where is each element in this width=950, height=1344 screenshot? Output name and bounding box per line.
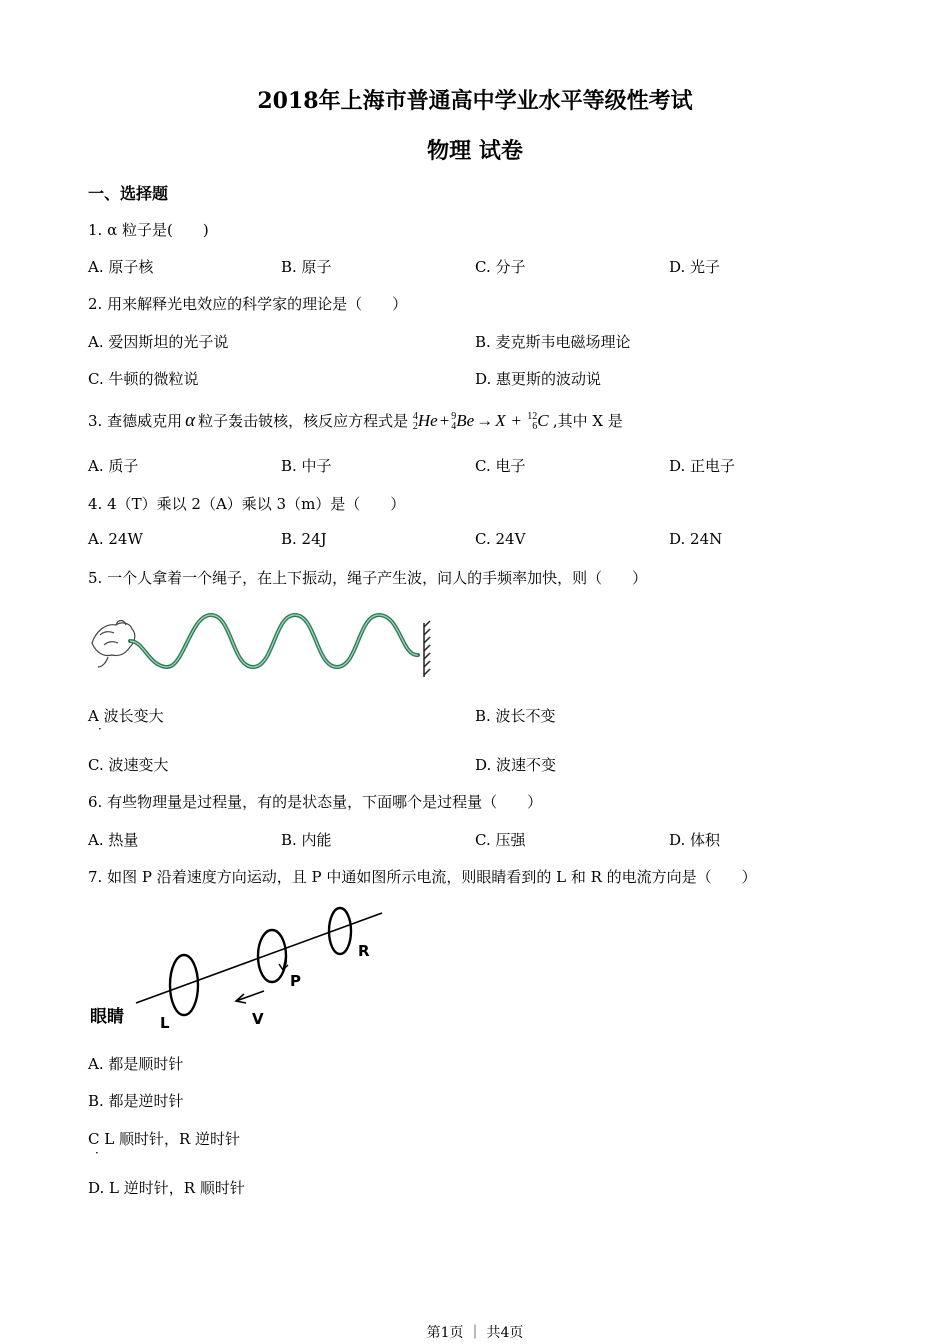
he-atomic-number: 2	[412, 421, 418, 433]
q1-option-a: A. 原子核	[88, 258, 154, 276]
q3-stem-part-b: 粒子轰击铍核，核反应方程式是	[198, 412, 409, 430]
q5-option-d: D. 波速不变	[475, 756, 557, 774]
c-atomic-number: 6	[532, 421, 538, 433]
label-l: L	[160, 1014, 170, 1032]
q7-option-c: C L 顺时针，R 逆时针	[88, 1130, 241, 1148]
q2-option-d: D. 惠更斯的波动说	[475, 370, 602, 388]
q7-option-a: A. 都是顺时针	[88, 1055, 184, 1073]
page-subtitle: 物理 试卷	[427, 138, 523, 164]
q4-option-c: C. 24V	[475, 530, 526, 548]
q1-option-c: C. 分子	[475, 258, 526, 276]
page-title: 2018年上海市普通高中学业水平等级性考试	[257, 88, 693, 114]
q3-option-b: B. 中子	[281, 457, 332, 475]
question-7-stem: 7. 如图 P 沿着速度方向运动，且 P 中通如图所示电流，则眼睛看到的 L 和 R 的电流方向是（ ）	[88, 868, 757, 886]
q6-option-d: D. 体积	[669, 831, 721, 849]
q3-stem-part-a: 3. 查德威克用	[88, 412, 183, 430]
q2-option-c: C. 牛顿的微粒说	[88, 370, 199, 388]
c-symbol: C	[537, 411, 549, 430]
q3-option-d: D. 正电子	[669, 457, 736, 475]
q4-option-b: B. 24J	[281, 530, 327, 548]
rings-figure	[86, 900, 396, 1035]
c-mass-number: 12	[527, 411, 538, 423]
q1-option-d: D. 光子	[669, 258, 721, 276]
be-mass-number: 9	[451, 411, 457, 423]
q6-option-c: C. 压强	[475, 831, 526, 849]
q5-option-c: C. 波速变大	[88, 756, 169, 774]
arrow: →	[476, 411, 494, 430]
question-2-stem: 2. 用来解释光电效应的科学家的理论是（ ）	[88, 295, 408, 313]
plus-sign-1: +	[439, 411, 450, 430]
q3-option-a: A. 质子	[88, 457, 139, 475]
q7-option-d: D. L 逆时针，R 顺时针	[88, 1179, 245, 1197]
nuclear-reaction-equation	[412, 411, 553, 433]
q2-option-a: A. 爱因斯坦的光子说	[88, 333, 229, 351]
be-atomic-number: 4	[451, 421, 457, 433]
q5-option-b: B. 波长不变	[475, 707, 556, 725]
label-p: P	[290, 972, 301, 990]
q5-option-a: A 波长变大	[88, 707, 164, 725]
q3-option-c: C. 电子	[475, 457, 526, 475]
eye-label: 眼睛	[90, 1007, 124, 1027]
velocity-arrow-icon	[236, 991, 264, 1003]
q7-option-c-dot: ·	[95, 1146, 99, 1160]
question-4-stem: 4. 4（T）乘以 2（A）乘以 3（m）是（ ）	[88, 495, 406, 513]
section-heading: 一、选择题	[88, 184, 169, 203]
q5-option-a-dot: ·	[98, 722, 102, 736]
label-v: V	[252, 1010, 264, 1028]
q2-option-b: B. 麦克斯韦电磁场理论	[475, 333, 631, 351]
plus-sign-2: +	[511, 411, 522, 430]
he-mass-number: 4	[412, 411, 418, 423]
page-footer: 第1页 ｜ 共4页	[426, 1325, 524, 1341]
question-6-stem: 6. 有些物理量是过程量，有的是状态量，下面哪个是过程量（ ）	[88, 793, 543, 811]
he-symbol: He	[417, 411, 438, 430]
q1-option-b: B. 原子	[281, 258, 332, 276]
question-5-stem: 5. 一个人拿着一个绳子，在上下振动，绳子产生波，问人的手频率加快，则（ ）	[88, 569, 648, 587]
q6-option-b: B. 内能	[281, 831, 332, 849]
be-symbol: Be	[456, 411, 475, 430]
wall-support	[424, 621, 430, 677]
hand-icon	[92, 621, 135, 668]
q4-option-a: A. 24W	[88, 530, 143, 548]
x-symbol: X	[495, 411, 506, 430]
q7-option-b: B. 都是逆时针	[88, 1092, 184, 1110]
q6-option-a: A. 热量	[88, 831, 139, 849]
question-1-stem: 1. α 粒子是( )	[88, 221, 209, 239]
label-r: R	[358, 942, 370, 960]
alpha-symbol: α	[185, 410, 196, 431]
q4-option-d: D. 24N	[669, 530, 723, 548]
q3-stem-part-c: ,其中 X 是	[552, 412, 623, 430]
question-3-stem	[88, 410, 623, 432]
rope-wave-figure	[86, 605, 436, 683]
